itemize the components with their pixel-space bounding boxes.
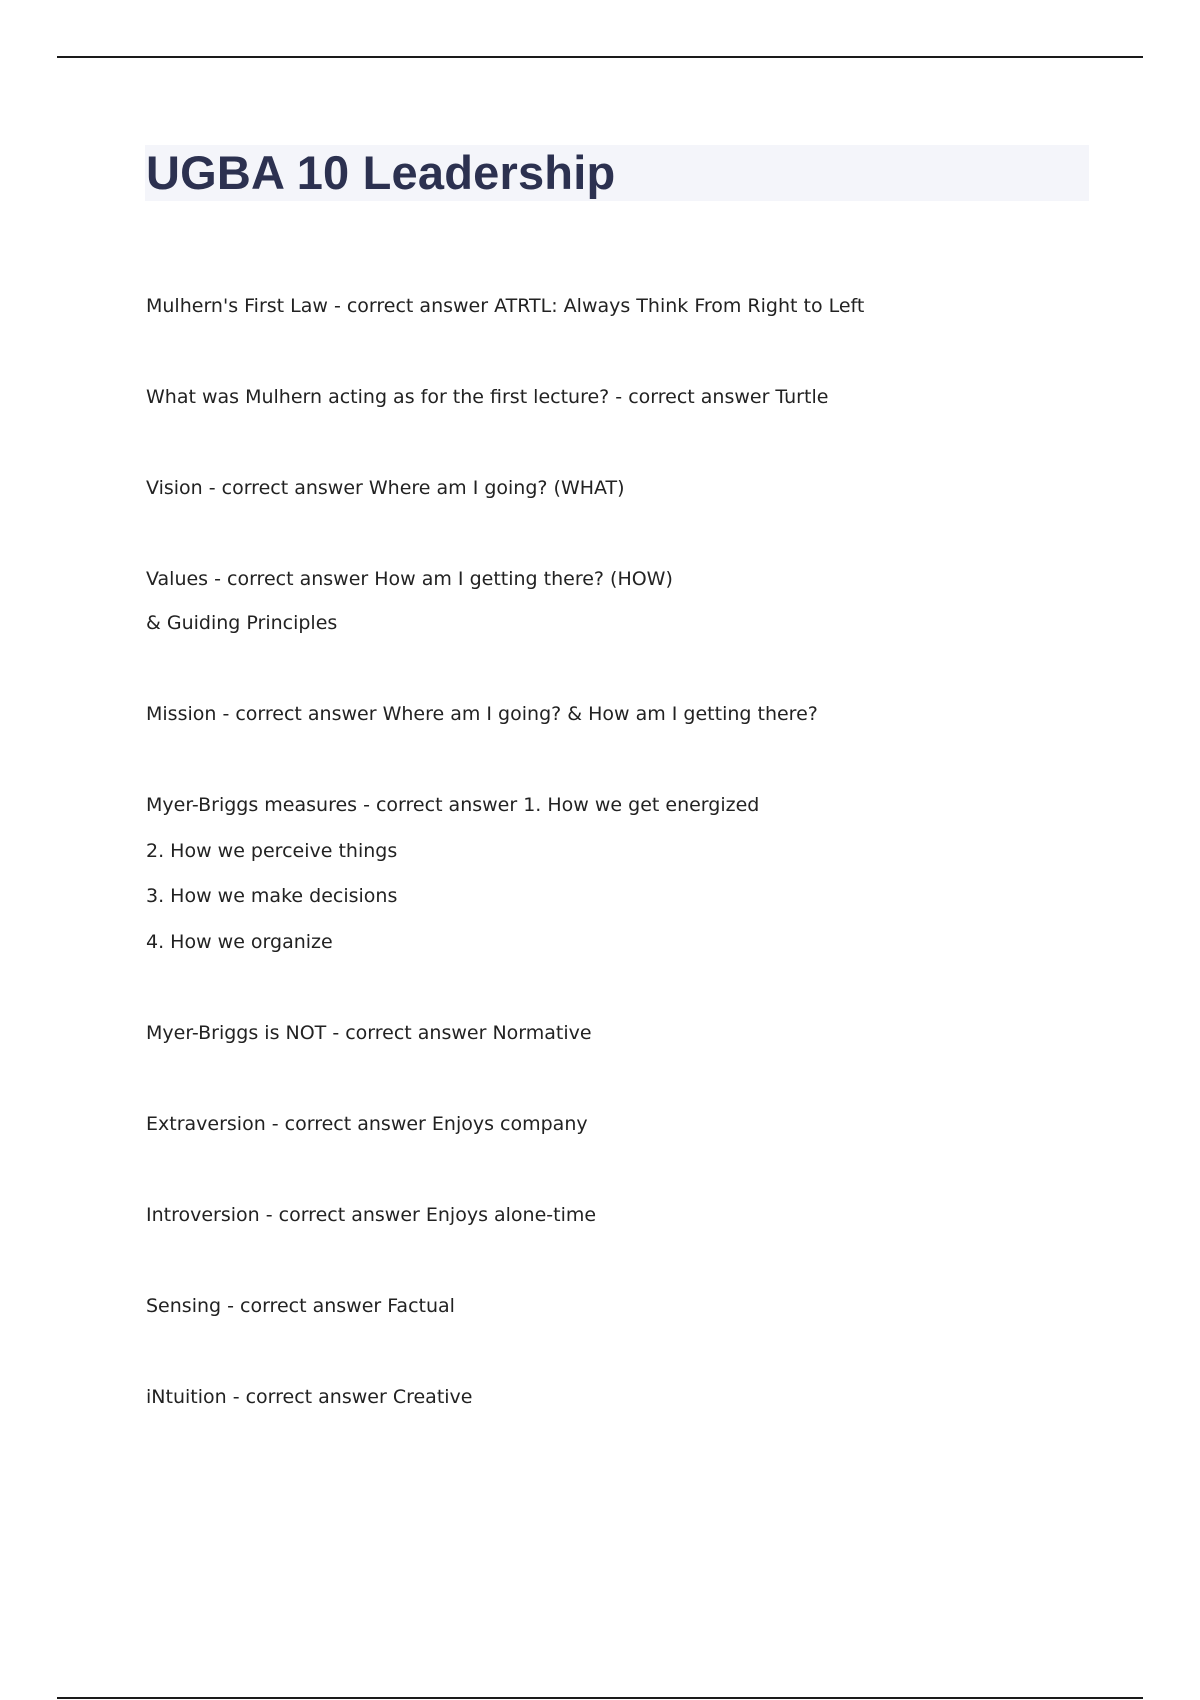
entry-line: Myer-Briggs measures - correct answer 1. How we get energized xyxy=(146,794,760,816)
entry-line: Mission - correct answer Where am I going? & How am I getting there? xyxy=(146,703,818,725)
entry-line: & Guiding Principles xyxy=(146,612,338,634)
page-title: UGBA 10 Leadership xyxy=(146,146,616,199)
entry-line: Introversion - correct answer Enjoys alone-time xyxy=(146,1204,597,1226)
bottom-rule xyxy=(57,1697,1143,1699)
entry-line: iNtuition - correct answer Creative xyxy=(146,1386,473,1408)
entry-line: Sensing - correct answer Factual xyxy=(146,1295,455,1317)
entry-line: Mulhern's First Law - correct answer ATRTL: Always Think From Right to Left xyxy=(146,295,865,317)
top-rule xyxy=(57,56,1143,58)
entry-line: Myer-Briggs is NOT - correct answer Normative xyxy=(146,1022,592,1044)
entry-line: Vision - correct answer Where am I going? (WHAT) xyxy=(146,477,625,499)
entry-line: 3. How we make decisions xyxy=(146,885,398,907)
entry-line: Extraversion - correct answer Enjoys company xyxy=(146,1113,588,1135)
entry-line: 4. How we organize xyxy=(146,931,333,953)
entry-line: 2. How we perceive things xyxy=(146,840,398,862)
entry-line: What was Mulhern acting as for the first lecture? - correct answer Turtle xyxy=(146,386,829,408)
entry-line: Values - correct answer How am I getting there? (HOW) xyxy=(146,568,673,590)
